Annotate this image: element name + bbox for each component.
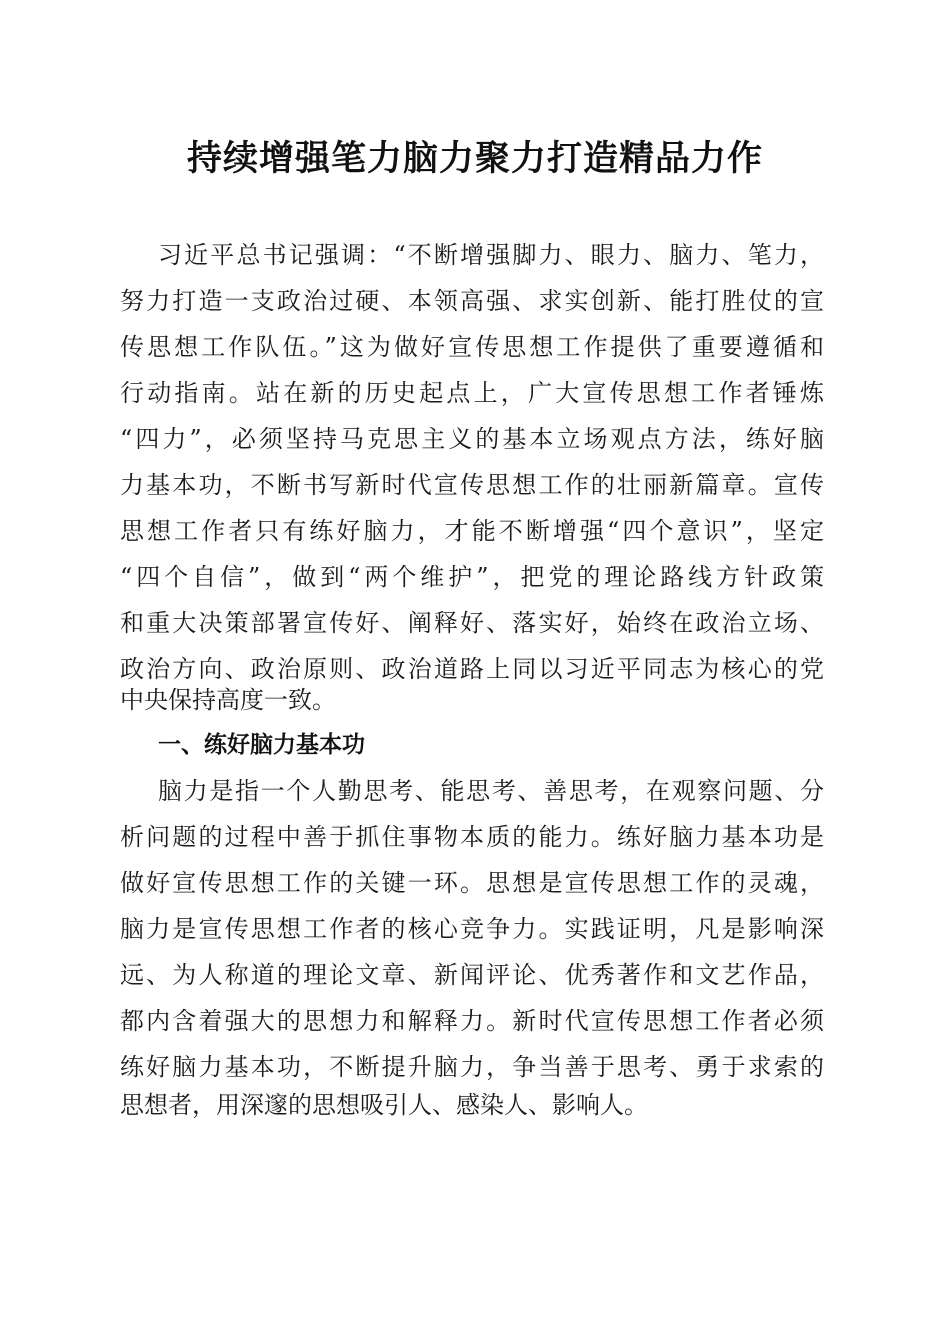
paragraph-line: 脑力是指一个人勤思考、能思考、善思考，在观察问题、分: [158, 777, 824, 805]
paragraph-line: 远、为人称道的理论文章、新闻评论、优秀著作和文艺作品，: [120, 961, 824, 989]
paragraph-line: 思想者，用深邃的思想吸引人、感染人、影响人。: [120, 1091, 648, 1119]
paragraph-line: 都内含着强大的思想力和解释力。新时代宣传思想工作者必须: [120, 1007, 824, 1035]
paragraph-line: “四个自信”，做到“两个维护”，把党的理论路线方针政策: [120, 563, 824, 591]
paragraph-line: 行动指南。站在新的历史起点上，广大宣传思想工作者锤炼: [120, 379, 824, 407]
paragraph-line: 做好宣传思想工作的关键一环。思想是宣传思想工作的灵魂，: [120, 869, 824, 897]
paragraph-line: 和重大决策部署宣传好、阐释好、落实好，始终在政治立场、: [120, 609, 824, 637]
paragraph-line: 练好脑力基本功，不断提升脑力，争当善于思考、勇于求索的: [120, 1053, 824, 1081]
document-title: 持续增强笔力脑力聚力打造精品力作: [186, 138, 763, 179]
paragraph-line: 脑力是宣传思想工作者的核心竞争力。实践证明，凡是影响深: [120, 915, 824, 943]
paragraph-line: 努力打造一支政治过硬、本领高强、求实创新、能打胜仗的宣: [120, 287, 824, 315]
paragraph-line: 力基本功，不断书写新时代宣传思想工作的壮丽新篇章。宣传: [120, 471, 824, 499]
paragraph-line: 习近平总书记强调：“不断增强脚力、眼力、脑力、笔力，: [158, 241, 824, 269]
paragraph-line: 政治方向、政治原则、政治道路上同以习近平同志为核心的党: [120, 655, 824, 683]
section-heading: 一、练好脑力基本功: [158, 732, 365, 758]
paragraph-line: 中央保持高度一致。: [120, 686, 336, 714]
paragraph-line: 思想工作者只有练好脑力，才能不断增强“四个意识”，坚定: [120, 517, 824, 545]
paragraph-line: “四力”，必须坚持马克思主义的基本立场观点方法，练好脑: [120, 425, 824, 453]
paragraph-line: 传思想工作队伍。”这为做好宣传思想工作提供了重要遵循和: [120, 333, 824, 361]
paragraph-line: 析问题的过程中善于抓住事物本质的能力。练好脑力基本功是: [120, 823, 824, 851]
